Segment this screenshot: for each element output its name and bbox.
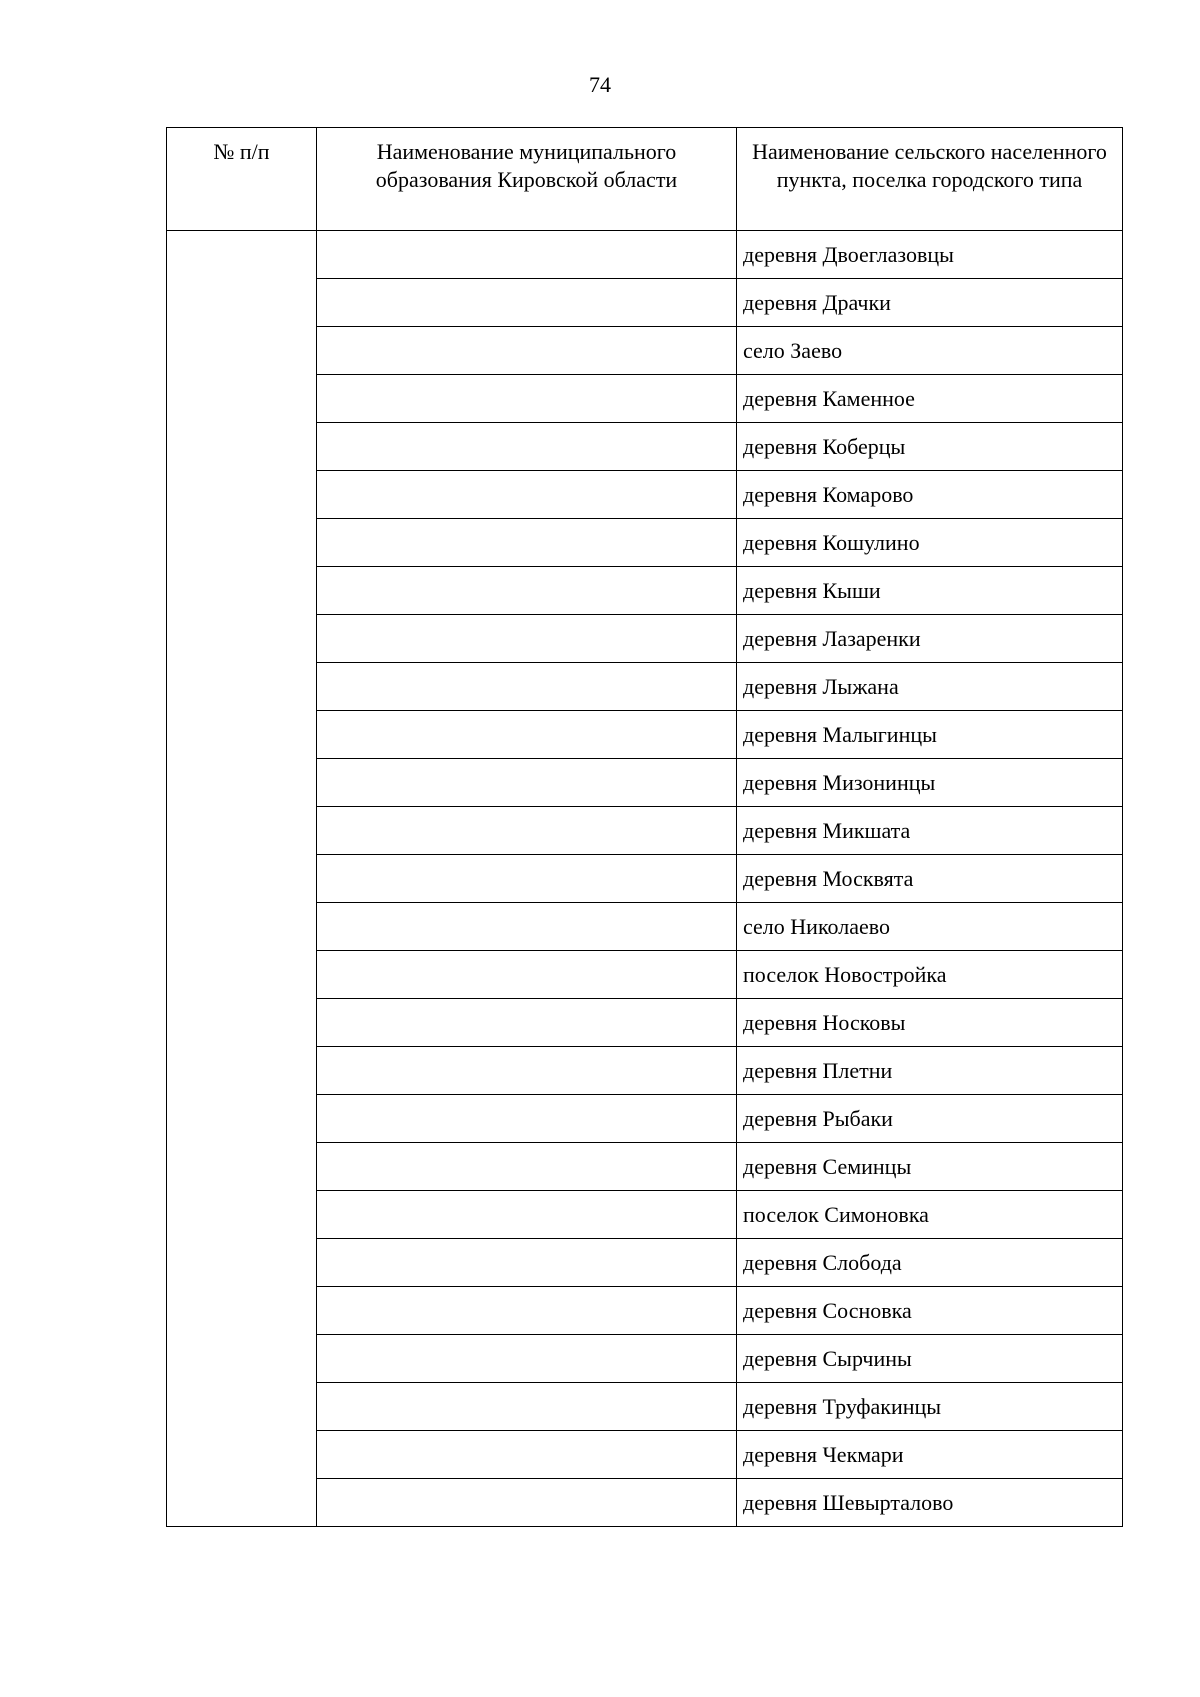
municipality-cell [317,471,737,519]
municipality-cell [317,759,737,807]
settlement-cell: деревня Кошулино [737,519,1123,567]
settlement-cell: деревня Каменное [737,375,1123,423]
settlement-cell: деревня Сырчины [737,1335,1123,1383]
municipality-cell [317,1335,737,1383]
settlement-cell: деревня Коберцы [737,423,1123,471]
municipality-cell [317,951,737,999]
settlement-cell: деревня Шевырталово [737,1479,1123,1527]
municipality-cell [317,279,737,327]
table-header [167,128,1123,231]
settlement-cell: деревня Драчки [737,279,1123,327]
settlement-cell: деревня Сосновка [737,1287,1123,1335]
municipality-cell [317,1383,737,1431]
settlement-cell: деревня Лыжана [737,663,1123,711]
municipality-cell [317,519,737,567]
municipality-cell [317,567,737,615]
settlement-cell: деревня Лазаренки [737,615,1123,663]
municipality-cell [317,663,737,711]
municipality-cell [317,1287,737,1335]
municipality-cell [317,615,737,663]
settlement-cell: деревня Рыбаки [737,1095,1123,1143]
municipality-cell [317,1191,737,1239]
settlement-cell: деревня Двоеглазовцы [737,231,1123,279]
page-number: 74 [589,72,611,97]
table-row [167,231,1123,279]
settlement-cell: село Заево [737,327,1123,375]
settlement-cell: деревня Комарово [737,471,1123,519]
header-settlement: Наименование сельского населенного пункта, поселка городского типа [737,128,1123,231]
settlement-cell: деревня Микшата [737,807,1123,855]
settlement-cell: деревня Мизонинцы [737,759,1123,807]
header-municipality: Наименование муниципального образования Кировской области [317,128,737,231]
settlement-cell: деревня Кыши [737,567,1123,615]
municipality-cell [317,327,737,375]
settlement-cell: деревня Москвята [737,855,1123,903]
municipality-cell [317,711,737,759]
settlement-cell: деревня Плетни [737,1047,1123,1095]
settlement-cell: деревня Носковы [737,999,1123,1047]
number-cell [167,231,317,1527]
settlements-table [166,127,1123,1527]
municipality-cell [317,807,737,855]
settlement-cell: поселок Новостройка [737,951,1123,999]
municipality-cell [317,231,737,279]
municipality-cell [317,1095,737,1143]
municipality-cell [317,855,737,903]
municipality-cell [317,999,737,1047]
municipality-cell [317,1143,737,1191]
municipality-cell [317,1047,737,1095]
municipality-cell [317,423,737,471]
municipality-cell [317,1479,737,1527]
settlement-cell: деревня Слобода [737,1239,1123,1287]
municipality-cell [317,375,737,423]
table-body [167,231,1123,1527]
settlement-cell: деревня Семинцы [737,1143,1123,1191]
settlement-cell: деревня Малыгинцы [737,711,1123,759]
municipality-cell [317,1431,737,1479]
header-number: № п/п [167,128,317,231]
settlement-cell: поселок Симоновка [737,1191,1123,1239]
header-row [167,128,1123,231]
settlement-cell: деревня Труфакинцы [737,1383,1123,1431]
municipality-cell [317,903,737,951]
settlement-cell: село Николаево [737,903,1123,951]
municipality-cell [317,1239,737,1287]
settlement-cell: деревня Чекмари [737,1431,1123,1479]
